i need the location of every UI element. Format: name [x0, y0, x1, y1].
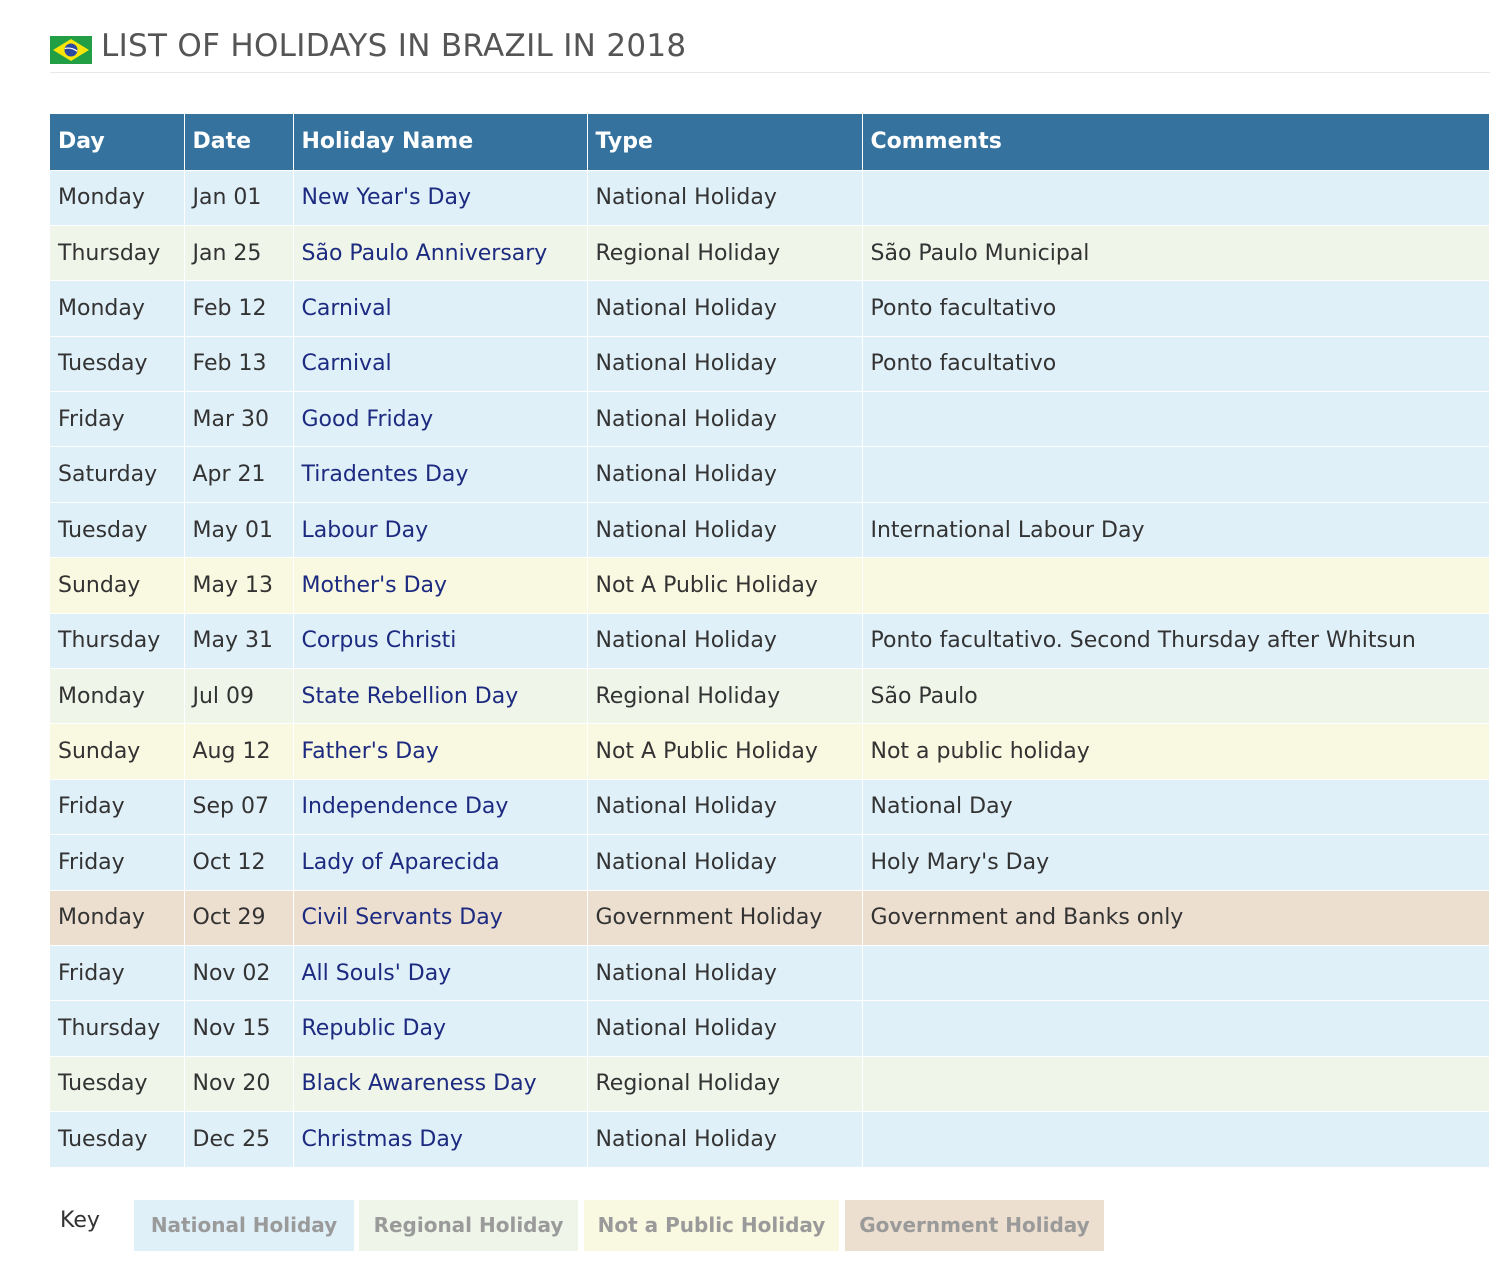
cell-date: Feb 12: [184, 281, 293, 336]
cell-type: Regional Holiday: [587, 225, 862, 280]
cell-date: May 13: [184, 558, 293, 613]
cell-day: Monday: [50, 890, 184, 945]
cell-comments: [862, 1001, 1489, 1056]
key-item-national[interactable]: National Holiday: [134, 1200, 354, 1251]
cell-holiday-name[interactable]: Corpus Christi: [293, 613, 587, 668]
cell-holiday-name[interactable]: All Souls' Day: [293, 945, 587, 1000]
cell-comments: [862, 447, 1489, 502]
column-header-comments: Comments: [862, 114, 1489, 170]
cell-comments: [862, 1056, 1489, 1111]
holiday-table: [50, 114, 1489, 1168]
cell-day: Tuesday: [50, 1056, 184, 1111]
cell-comments: [862, 392, 1489, 447]
cell-type: Government Holiday: [587, 890, 862, 945]
cell-comments: International Labour Day: [862, 502, 1489, 557]
cell-day: Tuesday: [50, 336, 184, 391]
cell-holiday-name[interactable]: Father's Day: [293, 724, 587, 779]
table-row: [50, 1056, 1489, 1111]
cell-holiday-name[interactable]: Christmas Day: [293, 1112, 587, 1167]
cell-date: Oct 12: [184, 835, 293, 890]
table-row: [50, 558, 1489, 613]
cell-date: May 31: [184, 613, 293, 668]
cell-comments: São Paulo: [862, 669, 1489, 724]
cell-date: May 01: [184, 502, 293, 557]
cell-comments: [862, 558, 1489, 613]
key-item-not-public[interactable]: Not a Public Holiday: [584, 1200, 839, 1251]
cell-date: Mar 30: [184, 392, 293, 447]
table-row: [50, 779, 1489, 834]
cell-holiday-name[interactable]: Mother's Day: [293, 558, 587, 613]
cell-comments: [862, 170, 1489, 225]
cell-comments: Not a public holiday: [862, 724, 1489, 779]
cell-comments: Holy Mary's Day: [862, 835, 1489, 890]
cell-date: Dec 25: [184, 1112, 293, 1167]
key-item-government[interactable]: Government Holiday: [845, 1200, 1104, 1251]
cell-date: Jul 09: [184, 669, 293, 724]
cell-type: National Holiday: [587, 1112, 862, 1167]
cell-holiday-name[interactable]: New Year's Day: [293, 170, 587, 225]
table-row: [50, 392, 1489, 447]
cell-day: Saturday: [50, 447, 184, 502]
cell-day: Sunday: [50, 724, 184, 779]
cell-type: Not A Public Holiday: [587, 724, 862, 779]
page-header: [50, 24, 1490, 73]
key-label: Key: [60, 1208, 100, 1233]
brazil-flag-icon: [50, 36, 92, 64]
table-row: [50, 835, 1489, 890]
cell-holiday-name[interactable]: Carnival: [293, 281, 587, 336]
cell-type: Regional Holiday: [587, 669, 862, 724]
table-header-row: [50, 114, 1489, 170]
cell-type: National Holiday: [587, 170, 862, 225]
cell-day: Sunday: [50, 558, 184, 613]
cell-type: National Holiday: [587, 835, 862, 890]
cell-day: Tuesday: [50, 502, 184, 557]
column-header-day: Day: [50, 114, 184, 170]
cell-date: Sep 07: [184, 779, 293, 834]
table-row: [50, 447, 1489, 502]
holiday-rows: [50, 170, 1489, 1167]
cell-date: Nov 02: [184, 945, 293, 1000]
key-item-regional[interactable]: Regional Holiday: [359, 1200, 578, 1251]
cell-day: Friday: [50, 779, 184, 834]
cell-comments: Ponto facultativo. Second Thursday after Whitsun: [862, 613, 1489, 668]
cell-type: Not A Public Holiday: [587, 558, 862, 613]
cell-comments: [862, 945, 1489, 1000]
column-header-date: Date: [184, 114, 293, 170]
cell-date: Aug 12: [184, 724, 293, 779]
cell-holiday-name[interactable]: State Rebellion Day: [293, 669, 587, 724]
cell-holiday-name[interactable]: Tiradentes Day: [293, 447, 587, 502]
cell-type: National Holiday: [587, 779, 862, 834]
column-header-holiday-name: Holiday Name: [293, 114, 587, 170]
cell-type: National Holiday: [587, 613, 862, 668]
page-title: LIST OF HOLIDAYS IN BRAZIL IN 2018: [101, 28, 687, 64]
table-row: [50, 890, 1489, 945]
cell-type: National Holiday: [587, 447, 862, 502]
cell-day: Tuesday: [50, 1112, 184, 1167]
cell-day: Friday: [50, 835, 184, 890]
cell-date: Apr 21: [184, 447, 293, 502]
table-row: [50, 170, 1489, 225]
cell-type: National Holiday: [587, 281, 862, 336]
cell-date: Oct 29: [184, 890, 293, 945]
cell-holiday-name[interactable]: Lady of Aparecida: [293, 835, 587, 890]
table-row: [50, 669, 1489, 724]
cell-holiday-name[interactable]: Good Friday: [293, 392, 587, 447]
table-row: [50, 336, 1489, 391]
table-row: [50, 613, 1489, 668]
cell-date: Jan 25: [184, 225, 293, 280]
cell-day: Thursday: [50, 1001, 184, 1056]
cell-day: Friday: [50, 392, 184, 447]
cell-date: Feb 13: [184, 336, 293, 391]
column-header-type: Type: [587, 114, 862, 170]
cell-day: Friday: [50, 945, 184, 1000]
cell-day: Monday: [50, 669, 184, 724]
cell-comments: [862, 1112, 1489, 1167]
cell-date: Jan 01: [184, 170, 293, 225]
table-row: [50, 1001, 1489, 1056]
cell-type: Regional Holiday: [587, 1056, 862, 1111]
cell-comments: São Paulo Municipal: [862, 225, 1489, 280]
table-row: [50, 281, 1489, 336]
cell-comments: Government and Banks only: [862, 890, 1489, 945]
cell-type: National Holiday: [587, 1001, 862, 1056]
cell-holiday-name[interactable]: Independence Day: [293, 779, 587, 834]
cell-day: Monday: [50, 281, 184, 336]
cell-day: Thursday: [50, 225, 184, 280]
cell-holiday-name[interactable]: Black Awareness Day: [293, 1056, 587, 1111]
cell-date: Nov 15: [184, 1001, 293, 1056]
cell-type: National Holiday: [587, 502, 862, 557]
cell-comments: National Day: [862, 779, 1489, 834]
cell-holiday-name[interactable]: São Paulo Anniversary: [293, 225, 587, 280]
cell-type: National Holiday: [587, 945, 862, 1000]
cell-date: Nov 20: [184, 1056, 293, 1111]
table-row: [50, 724, 1489, 779]
cell-type: National Holiday: [587, 336, 862, 391]
cell-comments: Ponto facultativo: [862, 336, 1489, 391]
table-row: [50, 502, 1489, 557]
cell-day: Thursday: [50, 613, 184, 668]
cell-holiday-name[interactable]: Labour Day: [293, 502, 587, 557]
cell-day: Monday: [50, 170, 184, 225]
cell-holiday-name[interactable]: Republic Day: [293, 1001, 587, 1056]
cell-holiday-name[interactable]: Civil Servants Day: [293, 890, 587, 945]
table-row: [50, 945, 1489, 1000]
cell-type: National Holiday: [587, 392, 862, 447]
table-row: [50, 225, 1489, 280]
cell-holiday-name[interactable]: Carnival: [293, 336, 587, 391]
cell-comments: Ponto facultativo: [862, 281, 1489, 336]
table-row: [50, 1112, 1489, 1167]
